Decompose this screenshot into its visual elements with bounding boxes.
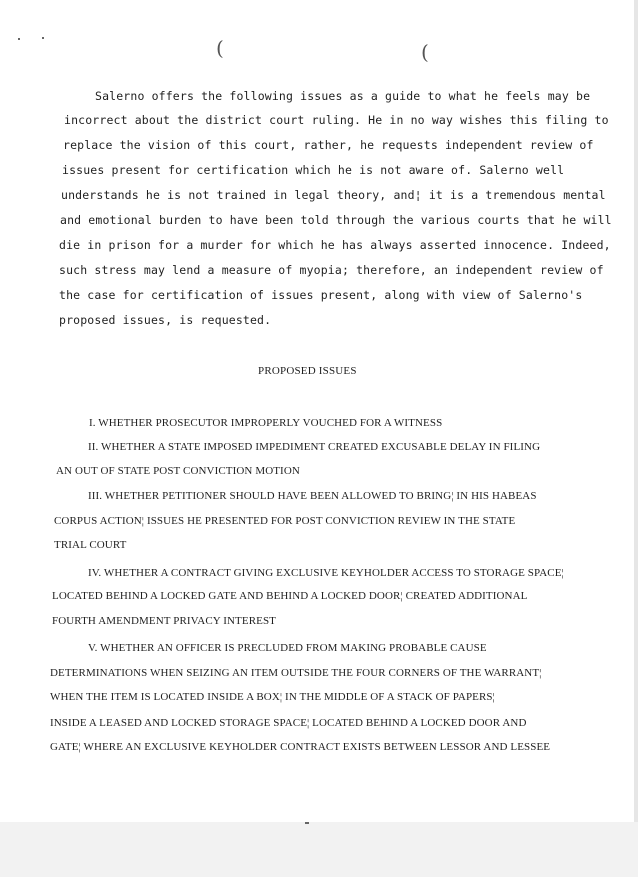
paragraph-line: issues present for certification which he is not aware of. Salerno well xyxy=(62,163,565,177)
paragraph-line: incorrect about the district court ruling. He in no way wishes this filing to xyxy=(64,113,609,127)
punch-hole-mark-left: ( xyxy=(216,36,224,60)
punch-hole-mark-right: ( xyxy=(421,40,429,64)
issue-line: DETERMINATIONS WHEN SEIZING AN ITEM OUTSIDE THE FOUR CORNERS OF THE WARRANT¦ xyxy=(50,667,542,679)
scan-margin xyxy=(0,822,638,877)
issue-line: IV. WHETHER A CONTRACT GIVING EXCLUSIVE KEYHOLDER ACCESS TO STORAGE SPACE¦ xyxy=(88,567,564,579)
issue-line: INSIDE A LEASED AND LOCKED STORAGE SPACE¦ LOCATED BEHIND A LOCKED DOOR AND xyxy=(50,717,527,729)
issue-line: I. WHETHER PROSECUTOR IMPROPERLY VOUCHED FOR A WITNESS xyxy=(89,417,443,429)
paragraph-line: replace the vision of this court, rather, he requests independent review of xyxy=(63,138,594,152)
paragraph-line: the case for certification of issues present, along with view of Salerno's xyxy=(59,288,583,302)
paragraph-line: die in prison for a murder for which he has always asserted innocence. Indeed, xyxy=(59,238,611,252)
issue-line: FOURTH AMENDMENT PRIVACY INTEREST xyxy=(52,615,276,627)
paragraph-line: and emotional burden to have been told through the various courts that he will xyxy=(60,213,612,227)
paragraph-line: Salerno offers the following issues as a guide to what he feels may be xyxy=(95,89,591,103)
paragraph-line: such stress may lend a measure of myopia; therefore, an independent review of xyxy=(59,263,604,277)
scan-speck xyxy=(42,37,44,39)
scan-edge xyxy=(634,0,638,822)
issue-line: GATE¦ WHERE AN EXCLUSIVE KEYHOLDER CONTRACT EXISTS BETWEEN LESSOR AND LESSEE xyxy=(50,741,551,753)
paragraph-line: proposed issues, is requested. xyxy=(59,313,272,327)
issue-line: III. WHETHER PETITIONER SHOULD HAVE BEEN ALLOWED TO BRING¦ IN HIS HABEAS xyxy=(88,490,537,502)
issue-line: II. WHETHER A STATE IMPOSED IMPEDIMENT CREATED EXCUSABLE DELAY IN FILING xyxy=(88,441,541,453)
issue-line: WHEN THE ITEM IS LOCATED INSIDE A BOX¦ IN THE MIDDLE OF A STACK OF PAPERS¦ xyxy=(50,691,495,703)
section-heading: PROPOSED ISSUES xyxy=(258,365,357,377)
scan-speck xyxy=(18,38,20,40)
issue-line: AN OUT OF STATE POST CONVICTION MOTION xyxy=(56,465,300,477)
issue-line: CORPUS ACTION¦ ISSUES HE PRESENTED FOR POST CONVICTION REVIEW IN THE STATE xyxy=(54,515,516,527)
issue-line: V. WHETHER AN OFFICER IS PRECLUDED FROM MAKING PROBABLE CAUSE xyxy=(88,642,487,654)
issue-line: TRIAL COURT xyxy=(54,539,127,551)
issue-line: LOCATED BEHIND A LOCKED GATE AND BEHIND A LOCKED DOOR¦ CREATED ADDITIONAL xyxy=(52,590,528,602)
paragraph-line: understands he is not trained in legal theory, and¦ it is a tremendous mental xyxy=(61,188,606,202)
scan-speck xyxy=(305,822,309,824)
